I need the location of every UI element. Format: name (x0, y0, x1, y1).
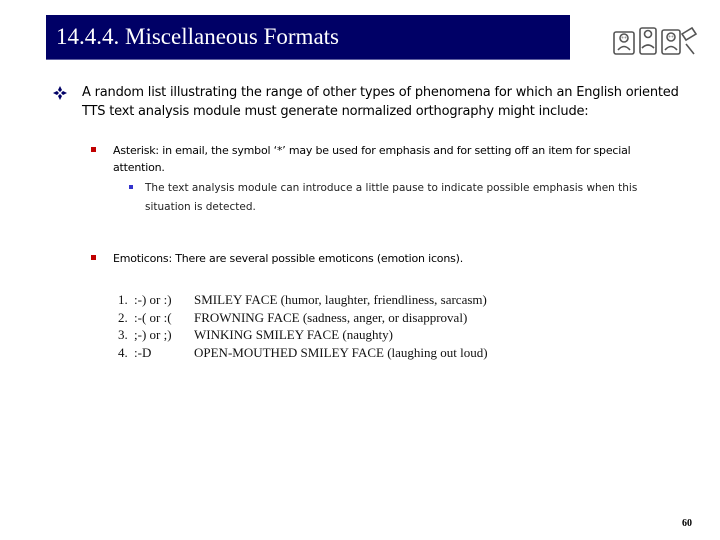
emoticons-item-text: Emoticons: There are several possible emoticons (emotion icons). (113, 252, 464, 265)
page-number: 60 (682, 518, 692, 529)
emoticon-code: :-D (134, 344, 152, 360)
title-bar (46, 15, 570, 60)
emoticon-code: :-) or :) (134, 292, 172, 307)
asterisk-item-text: Asterisk: in email, the symbol ‘*’ may be used for emphasis and for setting off an item for special attention. (113, 144, 631, 174)
diamond-bullet-icon (53, 86, 67, 100)
list-item (118, 291, 488, 309)
square-bullet-icon (91, 147, 96, 152)
intro-text: A random list illustrating the range of other types of phenomena for which an English oriented TTS text analysis module must generate normalized orthography might include: (82, 85, 679, 119)
list-number: 1. (118, 292, 128, 307)
list-item (118, 326, 488, 344)
emoticon-description: OPEN-MOUTHED SMILEY FACE (laughing out loud) (194, 344, 488, 360)
emoticon-list (118, 291, 488, 361)
list-number: 2. (118, 309, 128, 325)
list-number: 3. (118, 327, 128, 342)
square-bullet-icon (91, 255, 96, 260)
presenter-logo-icon (612, 22, 702, 62)
list-item (118, 344, 488, 362)
small-square-bullet-icon (129, 185, 133, 189)
asterisk-subitem-text: The text analysis module can introduce a little pause to indicate possible emphasis when this situation is detected. (145, 182, 638, 213)
emoticon-description: SMILEY FACE (humor, laughter, friendliness, sarcasm) (194, 292, 487, 307)
emoticon-code: ;-) or ;) (134, 327, 172, 342)
emoticon-description: WINKING SMILEY FACE (naughty) (194, 327, 393, 342)
list-item (118, 309, 488, 327)
list-number: 4. (118, 344, 128, 360)
slide-title: 14.4.4. Miscellaneous Formats (56, 24, 339, 49)
emoticon-description: FROWNING FACE (sadness, anger, or disapproval) (194, 309, 468, 325)
emoticon-code: :-( or :( (134, 309, 172, 325)
